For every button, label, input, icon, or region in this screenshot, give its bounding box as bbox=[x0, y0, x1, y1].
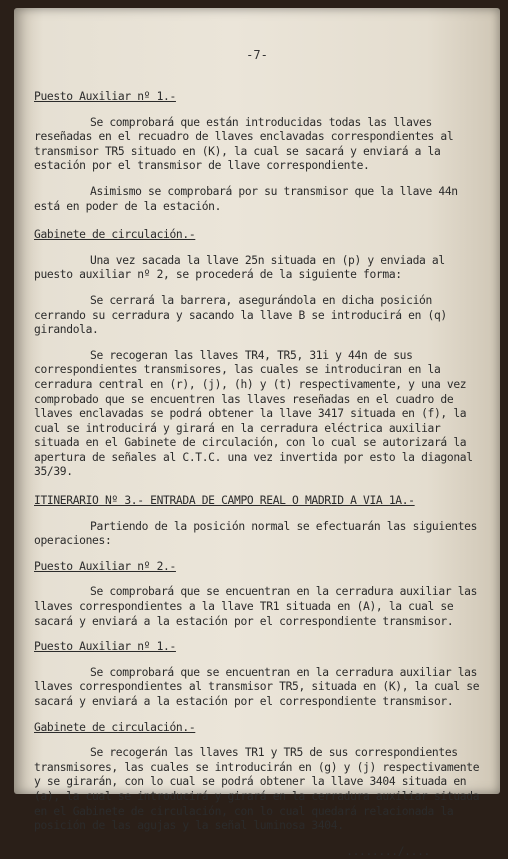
paragraph: Una vez sacada la llave 25n situada en (p) y enviada al puesto auxiliar nº 2, se procederá de la siguiente forma: bbox=[34, 253, 452, 282]
section-heading: Gabinete de circulación.- bbox=[34, 720, 196, 734]
section-heading: Gabinete de circulación.- bbox=[34, 228, 196, 242]
paragraph: Partiendo de la posición normal se efectuarán las siguientes operaciones: bbox=[34, 519, 484, 548]
paragraph: Se cerrará la barrera, asegurándola en dicha posición cerrando su cerradura y sacando la llave B se introducirá en (q) girandola. bbox=[34, 293, 454, 337]
paragraph: Se comprobará que están introducidas todas las llaves reseñadas en el recuadro de llaves enclavadas correspondientes al transmisor TR5 situado en (K), la cual se sacará y enviará a la estación por el transmisor de llave correspondiente. bbox=[34, 115, 460, 173]
continuation-marker: ......../.... bbox=[346, 844, 430, 858]
paragraph: Se comprobará que se encuentran en la cerradura auxiliar las llaves correspondientes al transmisor TR5, situada en (K), la cual se sacará y enviará a la estación por el correspondiente transmisor. bbox=[34, 665, 486, 708]
paragraph: Se recogeran las llaves TR4, TR5, 31i y 44n de sus correspondientes transmisores, las cuales se introduciran en la cerradura central en (r), (j), (h) y (t) respectivamente, y una vez comprobado que se encuentren las llaves reseñadas en el cuadro de llaves enclavadas se podrá obtener la llave 3417 situada en (f), la cual se introducirá y girará en la cerradura eléctrica auxiliar situada en el Gabinete de circulación, con lo cual se autorizará la apertura de señales al C.T.C. una vez invertida por esto la diagonal 35/39. bbox=[34, 348, 480, 479]
section-heading: Puesto Auxiliar nº 2.- bbox=[34, 559, 176, 573]
document-body bbox=[34, 90, 486, 859]
itinerary-title: ITINERARIO Nº 3.- ENTRADA DE CAMPO REAL O MADRID A VIA 1A.- bbox=[34, 494, 415, 508]
document-page bbox=[14, 8, 500, 858]
page-number: -7- bbox=[246, 48, 268, 62]
section-heading: Puesto Auxiliar nº 1.- bbox=[34, 90, 176, 103]
paragraph: Asimismo se comprobará por su transmisor que la llave 44n está en poder de la estación. bbox=[34, 184, 465, 213]
paragraph: Se comprobará que se encuentran en la cerradura auxiliar las llaves correspondientes a la llave TR1 situada en (A), la cual se sacará y enviará a la estación por el correspondiente transmisor. bbox=[34, 585, 484, 628]
section-heading: Puesto Auxiliar nº 1.- bbox=[34, 640, 176, 654]
paragraph: Se recogerán las llaves TR1 y TR5 de sus correspondientes transmisores, las cuales se introducirán en (g) y (j) respectivamente y se girarán, con lo cual se podrá obtener la llave 3404 situada en (a), la cual se introducirá y girará en la cerradura auxiliar situada en el Gabinete de circulación, con lo cual quedará relacionada la posición de las agujas y la señal luminosa 3404. bbox=[34, 746, 486, 833]
